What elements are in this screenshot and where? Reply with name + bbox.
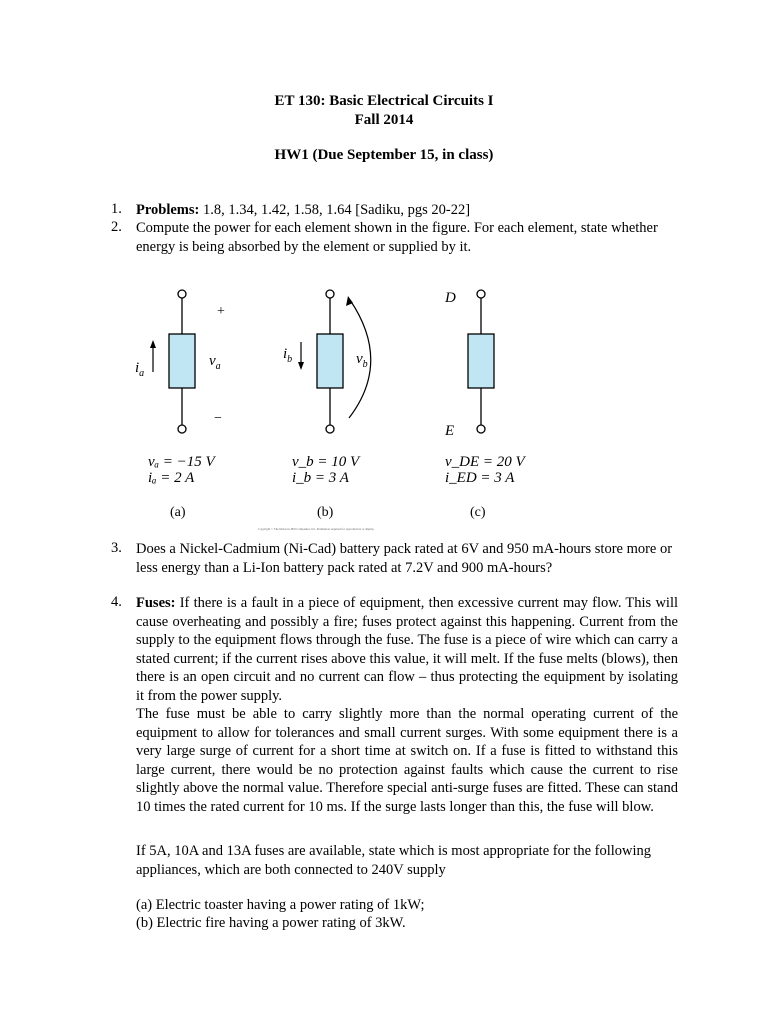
q4-text-1: If there is a fault in a piece of equipment, then excessive current may flow. This will cause overheating and possibly a fire; fuses protect against this happening. Current from the supply to the equipment flows through the fuse. The fuse is a piece of wire which can carry a stated current; if the current rises above this value, it will melt. If the fuse melts (blows), then there is an open circuit and no current can flow – thus protecting the equipment by isolating it from the power supply. — [136, 595, 678, 704]
element-b-current-label: $i_b$ — [283, 346, 293, 365]
element-a-voltage-label: $v_a$ — [209, 353, 221, 372]
homework-title: HW1 (Due September 15, in class) — [274, 147, 494, 163]
element-b-current-value: i_b = 3 A — [292, 470, 349, 486]
element-a-caption: (a) — [170, 505, 186, 520]
element-b-box — [317, 334, 343, 388]
q3-number: 3. — [111, 540, 122, 556]
element-b — [283, 290, 371, 520]
q1 — [136, 201, 678, 220]
element-a-minus: − — [214, 411, 222, 426]
element-c — [444, 290, 527, 520]
q4-paragraph-2: The fuse must be able to carry slightly more than the normal operating current of the equipment to allow for tolerances and small current surges. With some equipment there is a very large surge of current for a short time at switch on. If a fuse is fitted to withstand this large current, there would be no protection against faults which cause the current to rise slightly above the normal value. Therefore special anti-surge fuses are fitted. These can stand 10 times the rated current for 10 ms. If the surge lasts longer than this, the fuse will blow. — [136, 706, 678, 815]
q4-item-b: (b) Electric fire having a power rating of 3kW. — [136, 915, 406, 931]
q2-text: Compute the power for each element shown in the figure. For each element, state whether energy is being absorbed by the element or supplied by it. — [136, 220, 658, 255]
q4-paragraph-3: If 5A, 10A and 13A fuses are available, state which is most appropriate for the following appliances, which are both connected to 240V supply — [136, 843, 652, 878]
node-e-label: E — [445, 423, 455, 439]
term: Fall 2014 — [354, 112, 414, 128]
circuit-figure — [120, 282, 550, 534]
q4-item-a: (a) Electric toaster having a power rating of 1kW; — [136, 897, 425, 913]
q3-text: Does a Nickel-Cadmium (Ni-Cad) battery pack rated at 6V and 950 mA-hours store more or less energy than a Li-Ion battery pack rated at 7.2V and 900 mA-hours? — [136, 541, 673, 576]
element-b-caption: (b) — [317, 505, 334, 520]
element-b-voltage-value: v_b = 10 V — [292, 454, 360, 470]
element-c-voltage-value: v_DE = 20 V — [445, 454, 525, 470]
figure-copyright: Copyright © The McGraw-Hill Companies, Inc. Permission required for reproduction or display. — [258, 527, 375, 531]
element-c-box — [468, 334, 494, 388]
element-a-current-value: iₐ = 2 A — [148, 470, 195, 486]
element-b-voltage-label: $v_b$ — [356, 351, 368, 370]
q1-label: Problems: — [136, 202, 200, 218]
q1-text: 1.8, 1.34, 1.42, 1.58, 1.64 [Sadiku, pgs 20-22] — [199, 202, 471, 218]
q2-number: 2. — [111, 219, 122, 235]
q1-number: 1. — [111, 201, 122, 217]
element-a-voltage-value: vₐ = −15 V — [148, 454, 215, 470]
element-a-current-label: $i_a$ — [135, 360, 145, 379]
element-c-current-value: i_ED = 3 A — [445, 470, 515, 486]
element-a — [135, 290, 225, 520]
q4-number: 4. — [111, 594, 122, 610]
element-a-plus: + — [217, 304, 225, 319]
element-a-box — [169, 334, 195, 388]
node-d-label: D — [445, 290, 456, 306]
q4-paragraph-1 — [136, 594, 678, 705]
element-c-caption: (c) — [470, 505, 486, 520]
course-title: ET 130: Basic Electrical Circuits I — [274, 93, 494, 109]
q4-label: Fuses: — [136, 595, 176, 611]
